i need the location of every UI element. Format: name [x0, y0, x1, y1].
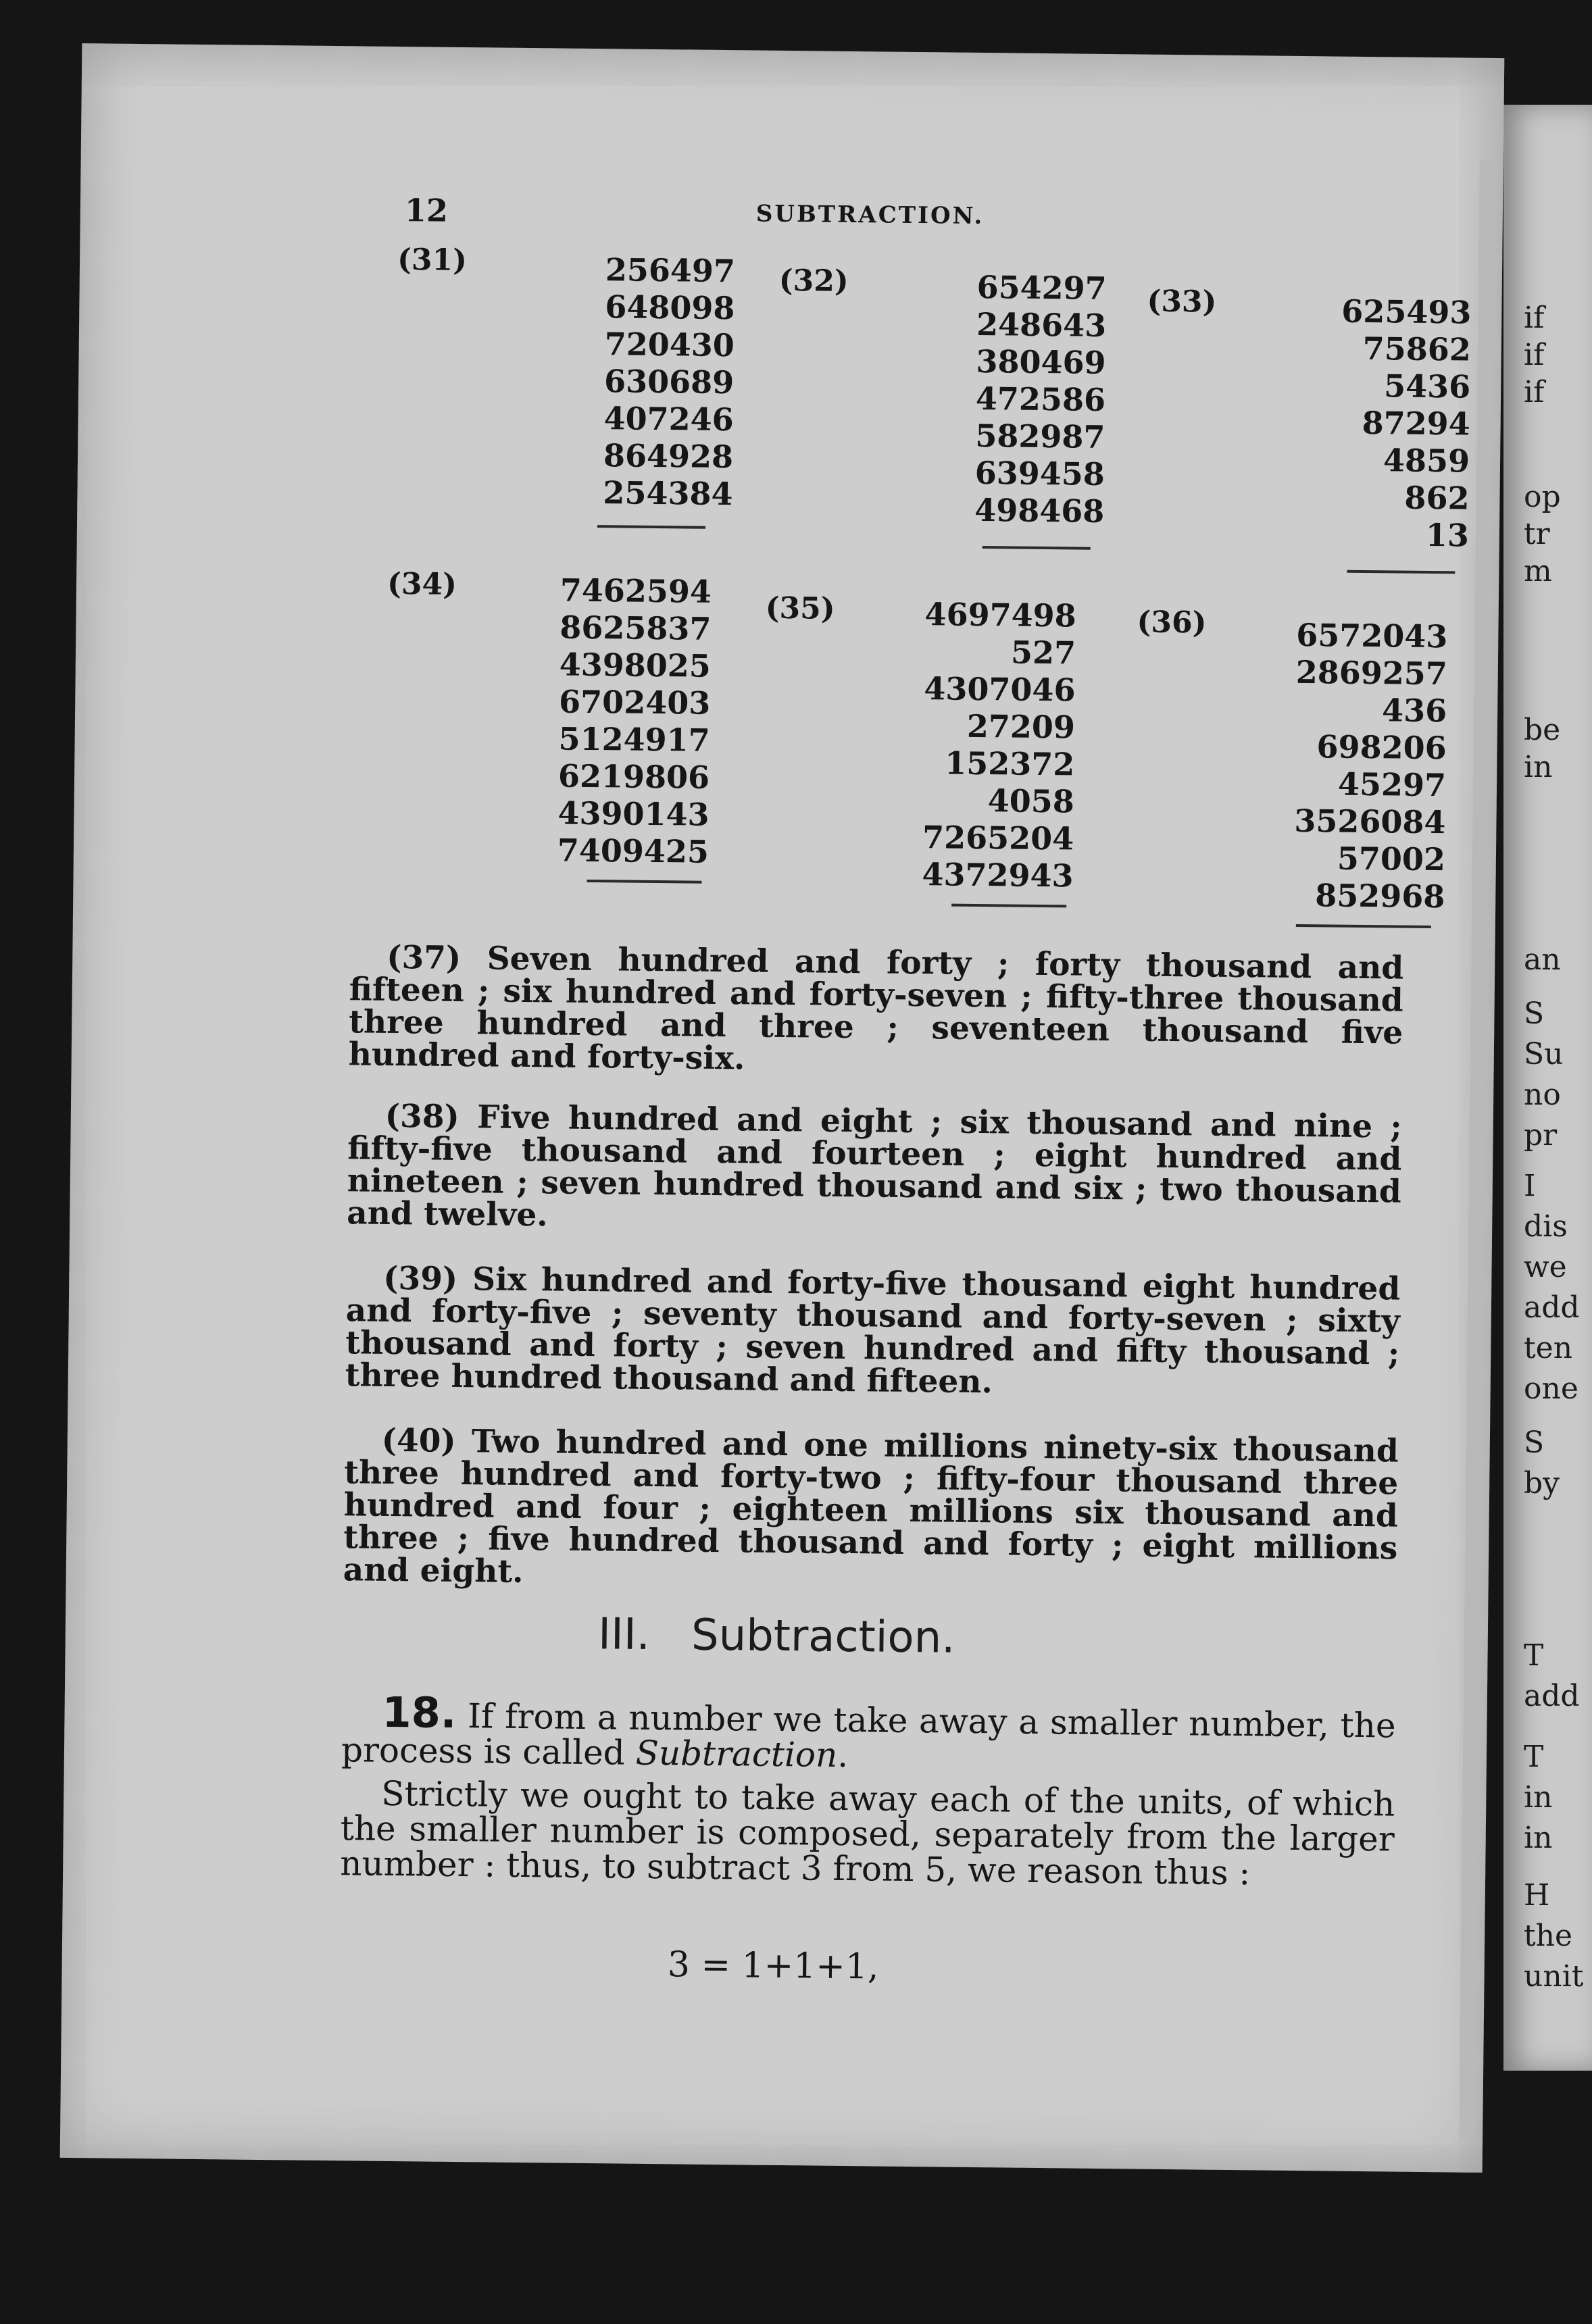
number-entry: 864928 — [603, 437, 734, 476]
facing-fragment: by — [1524, 1466, 1560, 1500]
facing-fragment: T — [1524, 1740, 1544, 1774]
facing-fragment: T — [1524, 1638, 1544, 1673]
facing-fragment: if — [1524, 338, 1545, 372]
facing-fragment: add — [1524, 1290, 1580, 1325]
facing-fragment: add — [1524, 1679, 1580, 1713]
number-entry: 248643 — [976, 305, 1107, 344]
exercise-paragraph — [343, 1421, 1399, 1597]
number-entry: 3526084 — [1294, 802, 1446, 841]
number-entry: 654297 — [976, 268, 1108, 307]
facing-fragment: no — [1524, 1078, 1561, 1112]
number-entry: 380469 — [976, 343, 1106, 381]
facing-fragment: op — [1524, 480, 1561, 514]
facing-fragment: unit — [1524, 1959, 1584, 1994]
number-entry: 4697498 — [924, 596, 1076, 634]
number-entry: 4390143 — [557, 794, 710, 833]
number-entry: 45297 — [1337, 765, 1447, 804]
number-column — [915, 268, 1107, 530]
section-heading — [65, 1604, 1488, 1669]
number-entry: 27209 — [966, 707, 1076, 746]
number-entry: 852968 — [1315, 877, 1445, 915]
exercise-text: Two hundred and one millions ninety-six thousand three hundred and forty-two ; fifty-four thousand three hundred and four ; eighteen millions six thousand and three ; five hundred thousand and forty ; eight millions and eight. — [343, 1423, 1399, 1591]
facing-page-edge — [1503, 105, 1592, 2071]
book-page — [60, 43, 1505, 2173]
number-entry: 625493 — [1341, 293, 1472, 331]
article-text: . — [837, 1735, 849, 1775]
exercise-paragraph — [345, 1259, 1401, 1403]
sum-rule — [951, 904, 1066, 908]
formula: 3 = 1+1+1, — [667, 1944, 879, 1988]
number-entry: 6702403 — [558, 683, 711, 722]
article-paragraph — [340, 1775, 1395, 1892]
number-entry: 720430 — [604, 326, 735, 364]
facing-fragment: S — [1524, 996, 1545, 1031]
article-text: If from a number we take away a smaller number, the process is called — [341, 1696, 1396, 1773]
number-entry: 498468 — [974, 491, 1105, 530]
exercise-text: Seven hundred and forty ; forty thousand and fifteen ; six hundred and forty-seven ; fifty-three thousand three hundred and three ; seventeen thousand five hundred and forty-six. — [348, 940, 1404, 1078]
facing-fragment: one — [1524, 1371, 1578, 1406]
number-column — [506, 572, 712, 871]
exercise-label: (32) — [778, 263, 849, 299]
exercise-text: Six hundred and forty-five thousand eight hundred and forty-five ; seventy thousand and forty-seven ; sixty thousand and forty ; seven hundred and fifty thousand ; three hundred thousand and fifteen. — [345, 1261, 1401, 1401]
number-entry: 436 — [1381, 692, 1447, 730]
facing-fragment: Su — [1524, 1037, 1564, 1071]
facing-fragment: in — [1524, 1821, 1553, 1855]
exercise-paragraph — [348, 938, 1404, 1082]
number-column — [1242, 616, 1448, 915]
number-entry: 256497 — [605, 251, 736, 290]
number-entry: 698206 — [1316, 728, 1447, 767]
facing-fragment: H — [1524, 1878, 1550, 1913]
number-entry: 254384 — [603, 474, 733, 513]
number-entry: 527 — [1010, 634, 1076, 672]
facing-fragment: I — [1524, 1169, 1536, 1203]
number-entry: 8625837 — [559, 609, 712, 647]
number-entry: 57002 — [1337, 840, 1446, 878]
facing-fragment: if — [1524, 301, 1545, 335]
number-column — [870, 595, 1076, 894]
facing-fragment: an — [1524, 942, 1561, 977]
article-text: Strictly we ought to take away each of the units, of which the smaller number is composed, separately from the larger number : thus, to subtract 3 from 5, we reason thus : — [339, 1773, 1395, 1893]
number-entry: 7462594 — [559, 572, 712, 610]
exercise-label: (38) — [384, 1097, 460, 1136]
sum-rule — [597, 525, 705, 529]
number-entry: 862 — [1404, 479, 1470, 517]
number-entry: 6219806 — [557, 757, 710, 796]
number-entry: 13 — [1425, 516, 1470, 554]
exercise-text: Five hundred and eight ; six thousand and nine ; fifty-five thousand and fourteen ; eight hundred and nineteen ; seven hundred thousand and six ; two thousand and twelve. — [347, 1098, 1403, 1234]
exercise-label: (33) — [1147, 284, 1217, 320]
facing-fragment: in — [1524, 1780, 1553, 1815]
page-number: 12 — [404, 192, 449, 229]
number-entry: 152372 — [945, 744, 1075, 783]
facing-fragment: if — [1524, 375, 1545, 409]
facing-fragment: tr — [1524, 517, 1550, 551]
number-entry: 4372943 — [922, 856, 1074, 894]
facing-fragment: ten — [1524, 1331, 1573, 1365]
section-numeral: III. — [597, 1609, 651, 1660]
facing-fragment: in — [1524, 750, 1553, 784]
facing-fragment: dis — [1524, 1209, 1568, 1244]
sum-rule — [1347, 570, 1455, 574]
exercise-label: (31) — [397, 242, 468, 278]
number-entry: 6572043 — [1296, 616, 1448, 655]
number-entry: 7409425 — [557, 832, 710, 870]
number-entry: 472586 — [975, 380, 1106, 418]
exercise-paragraph — [347, 1097, 1403, 1240]
section-title: Subtraction. — [691, 1610, 955, 1663]
number-entry: 5436 — [1383, 368, 1471, 405]
article-number: 18. — [382, 1687, 457, 1738]
number-entry: 87294 — [1362, 404, 1470, 443]
article-paragraph — [341, 1687, 1396, 1778]
exercise-label: (35) — [765, 590, 835, 626]
exercise-label: (37) — [387, 938, 462, 978]
exercise-label: (34) — [387, 566, 457, 602]
exercise-label: (40) — [381, 1421, 456, 1460]
exercise-label: (39) — [383, 1259, 458, 1298]
number-entry: 2869257 — [1295, 653, 1448, 692]
exercise-label: (36) — [1137, 605, 1207, 640]
facing-fragment: be — [1524, 713, 1561, 747]
number-entry: 75862 — [1362, 330, 1472, 368]
number-entry: 582987 — [975, 417, 1105, 455]
number-entry: 639458 — [974, 454, 1105, 492]
facing-fragment: we — [1524, 1250, 1567, 1284]
sum-rule — [982, 546, 1091, 550]
number-entry: 4307046 — [924, 670, 1076, 709]
defined-term: Subtraction — [635, 1733, 838, 1775]
number-entry: 648098 — [605, 288, 735, 327]
number-column — [1280, 293, 1472, 555]
facing-fragment: pr — [1524, 1118, 1558, 1153]
number-column — [543, 251, 735, 513]
facing-fragment: S — [1524, 1425, 1545, 1460]
number-entry: 5124917 — [558, 720, 710, 759]
number-entry: 4058 — [987, 782, 1075, 820]
number-entry: 407246 — [603, 400, 734, 438]
running-header: SUBTRACTION. — [755, 200, 985, 230]
number-entry: 630689 — [603, 363, 735, 401]
sum-rule — [1296, 924, 1431, 928]
sum-rule — [587, 880, 701, 884]
number-entry: 7265204 — [922, 819, 1074, 857]
facing-fragment: m — [1524, 554, 1552, 588]
number-entry: 4859 — [1383, 442, 1470, 480]
number-entry: 4398025 — [559, 646, 712, 684]
facing-fragment: the — [1524, 1919, 1573, 1953]
